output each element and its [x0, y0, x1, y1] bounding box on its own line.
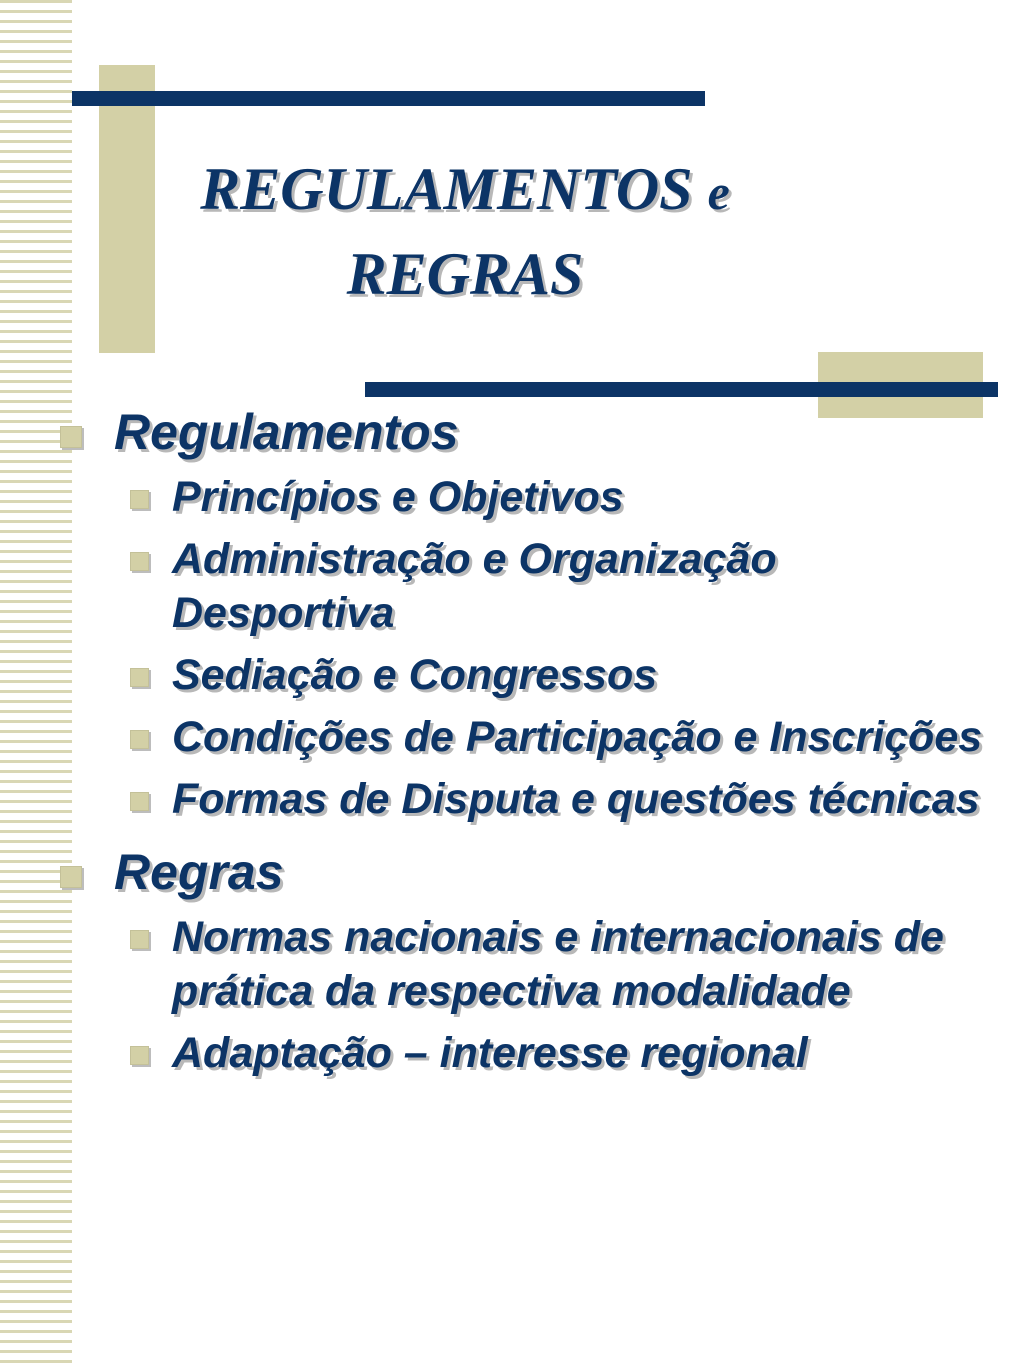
- list-item-text: Adaptação – interesse regional: [172, 1029, 808, 1077]
- square-bullet-icon: [60, 866, 82, 888]
- square-bullet-icon: [130, 930, 149, 949]
- decorative-navy-bar-top: [72, 91, 705, 106]
- title-line-2: REGRAS: [346, 241, 584, 307]
- title-conjunction: e: [707, 164, 730, 220]
- list-item-text: Sediação e Congressos: [172, 651, 658, 699]
- list-item-text: Administração e Organização Desportiva: [172, 535, 777, 637]
- list-item-text: Normas nacionais e internacionais de prática da respectiva modalidade: [172, 913, 944, 1015]
- list-item: [60, 772, 1000, 826]
- square-bullet-icon: [60, 426, 82, 448]
- decorative-navy-bar-bottom: [365, 382, 998, 397]
- square-bullet-icon: [130, 668, 149, 687]
- bullet-list: [60, 402, 1000, 1080]
- square-bullet-icon: [130, 490, 149, 509]
- square-bullet-icon: [130, 792, 149, 811]
- list-item: [60, 710, 1000, 764]
- square-bullet-icon: [130, 730, 149, 749]
- section-regulamentos: [60, 402, 1000, 462]
- square-bullet-icon: [130, 552, 149, 571]
- section-label: Regras: [114, 844, 284, 900]
- list-item: [60, 648, 1000, 702]
- list-item-text: Condições de Participação e Inscrições: [172, 713, 983, 761]
- list-item: [60, 470, 1000, 524]
- list-item: [60, 532, 1000, 640]
- list-item-text: Princípios e Objetivos: [172, 473, 624, 521]
- title-line-1: REGULAMENTOS: [200, 156, 693, 222]
- list-item: [60, 910, 1000, 1018]
- square-bullet-icon: [130, 1046, 149, 1065]
- list-item: [60, 1026, 1000, 1080]
- list-item-text: Formas de Disputa e questões técnicas: [172, 775, 980, 823]
- section-regras: [60, 842, 1000, 902]
- section-label: Regulamentos: [114, 404, 459, 460]
- decorative-tan-block-left: [99, 65, 155, 353]
- slide-title: [155, 148, 775, 315]
